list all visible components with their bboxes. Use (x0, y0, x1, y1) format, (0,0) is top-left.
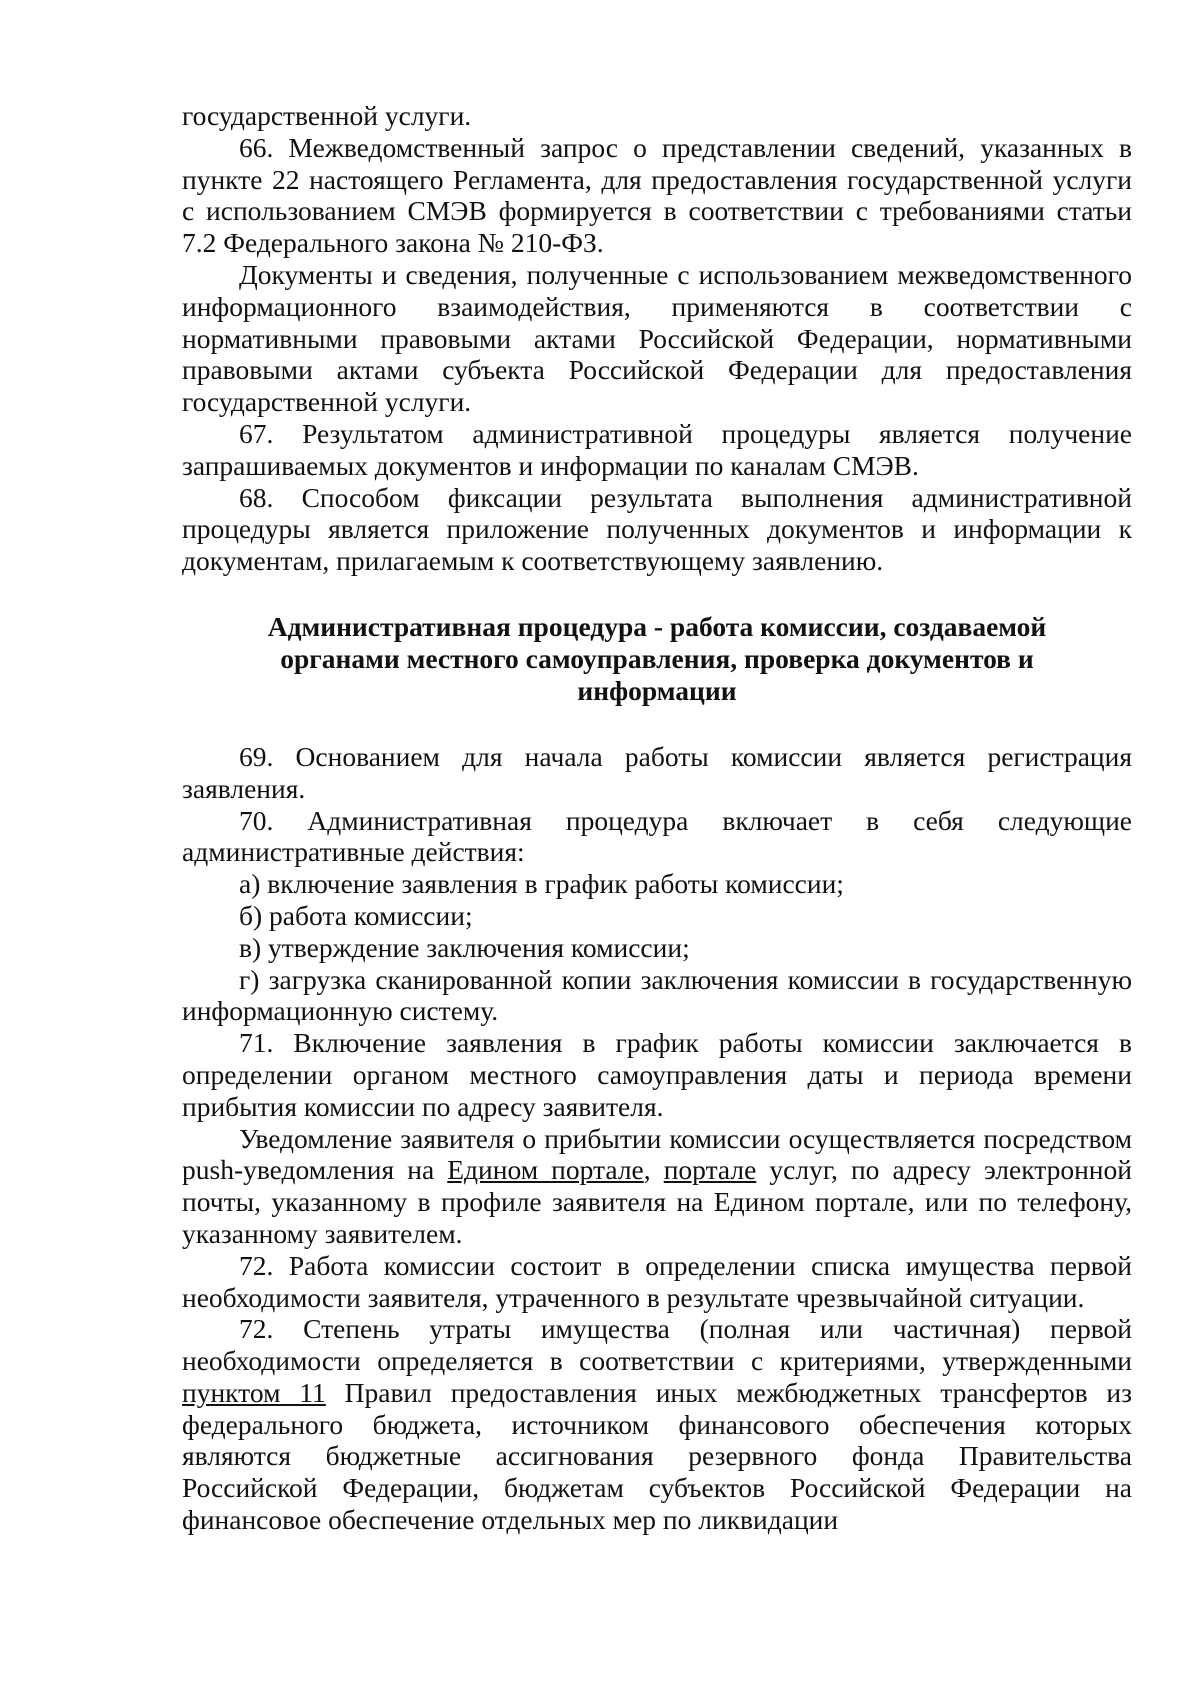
notification-text-3: услуг, по адресу электронной почты, указанному в профиле заявителя на Едином портале, или по телефону, указанному заявителем. (182, 1154, 1132, 1249)
document-text (182, 100, 1132, 1536)
heading-line-1: Административная процедура - работа комиссии, создаваемой (267, 610, 1047, 642)
paragraph-71: 71. Включение заявления в график работы комиссии заключается в определении органом местного самоуправления даты и периода времени прибытия комиссии по адресу заявителя. (182, 1027, 1132, 1122)
paragraph-66-documents: Документы и сведения, полученные с использованием межведомственного информационного взаимодействия, применяются в соответствии с нормативными правовыми актами Российской Федерации, нормативными правовыми актами субъекта Российской Федерации для предоставления государственной услуги. (182, 258, 1132, 418)
heading-line-3: информации (577, 674, 737, 706)
paragraph-70: 70. Административная процедура включает в себя следующие административные действия: (182, 804, 1132, 868)
section-heading (182, 611, 1132, 707)
paragraph-72-degree (182, 1313, 1132, 1536)
link-unified-portal[interactable]: Едином портале (447, 1154, 644, 1186)
heading-line-2: органами местного самоуправления, проверка документов и (280, 642, 1034, 674)
notification-text-2: , (643, 1154, 664, 1186)
list-item-b: б) работа комиссии; (239, 899, 473, 931)
list-item-a: а) включение заявления в график работы комиссии; (239, 868, 844, 900)
paragraph-69: 69. Основанием для начала работы комиссии является регистрация заявления. (182, 740, 1132, 804)
paragraph-continuation: государственной услуги. (182, 100, 472, 131)
list-item-v: в) утверждение заключения комиссии; (239, 931, 690, 963)
list-item-g: г) загрузка сканированной копии заключения комиссии в государственную информационную систему. (182, 963, 1132, 1027)
paragraph-68: 68. Способом фиксации результата выполнения административной процедуры является приложение полученных документов и информации к документам, прилагаемым к соответствующему заявлению. (182, 481, 1132, 577)
paragraph-66: 66. Межведомственный запрос о представлении сведений, указанных в пункте 22 настоящего Регламента, для предоставления государственной услуги с использованием СМЭВ формируется в соответствии с требованиями статьи 7.2 Федерального закона № 210-ФЗ. (182, 131, 1132, 259)
paragraph-71-notification (182, 1123, 1132, 1250)
link-services-portal[interactable]: портале (663, 1154, 757, 1186)
notification-text-1: Уведомление заявителя о прибытии комиссии осуществляется посредством push-уведомления на (182, 1122, 1132, 1186)
paragraph-67: 67. Результатом административной процедуры является получение запрашиваемых документов и информации по каналам СМЭВ. (182, 417, 1132, 481)
paragraph-72: 72. Работа комиссии состоит в определении списка имущества первой необходимости заявителя, утраченного в результате чрезвычайной ситуации. (182, 1249, 1132, 1313)
link-item-11[interactable]: пунктом 11 (182, 1376, 326, 1408)
degree-text-2: Правил предоставления иных межбюджетных трансфертов из федерального бюджета, источником финансового обеспечения которых являются бюджетные ассигнования резервного фонда Правительства Российской Федерации, бюджетам субъектов Российской Федерации на финансовое обеспечение отдельных мер по ликвидации (182, 1376, 1132, 1536)
degree-text-1: 72. Степень утраты имущества (полная или частичная) первой необходимости определяется в соответствии с критериями, утвержденными (182, 1313, 1132, 1377)
